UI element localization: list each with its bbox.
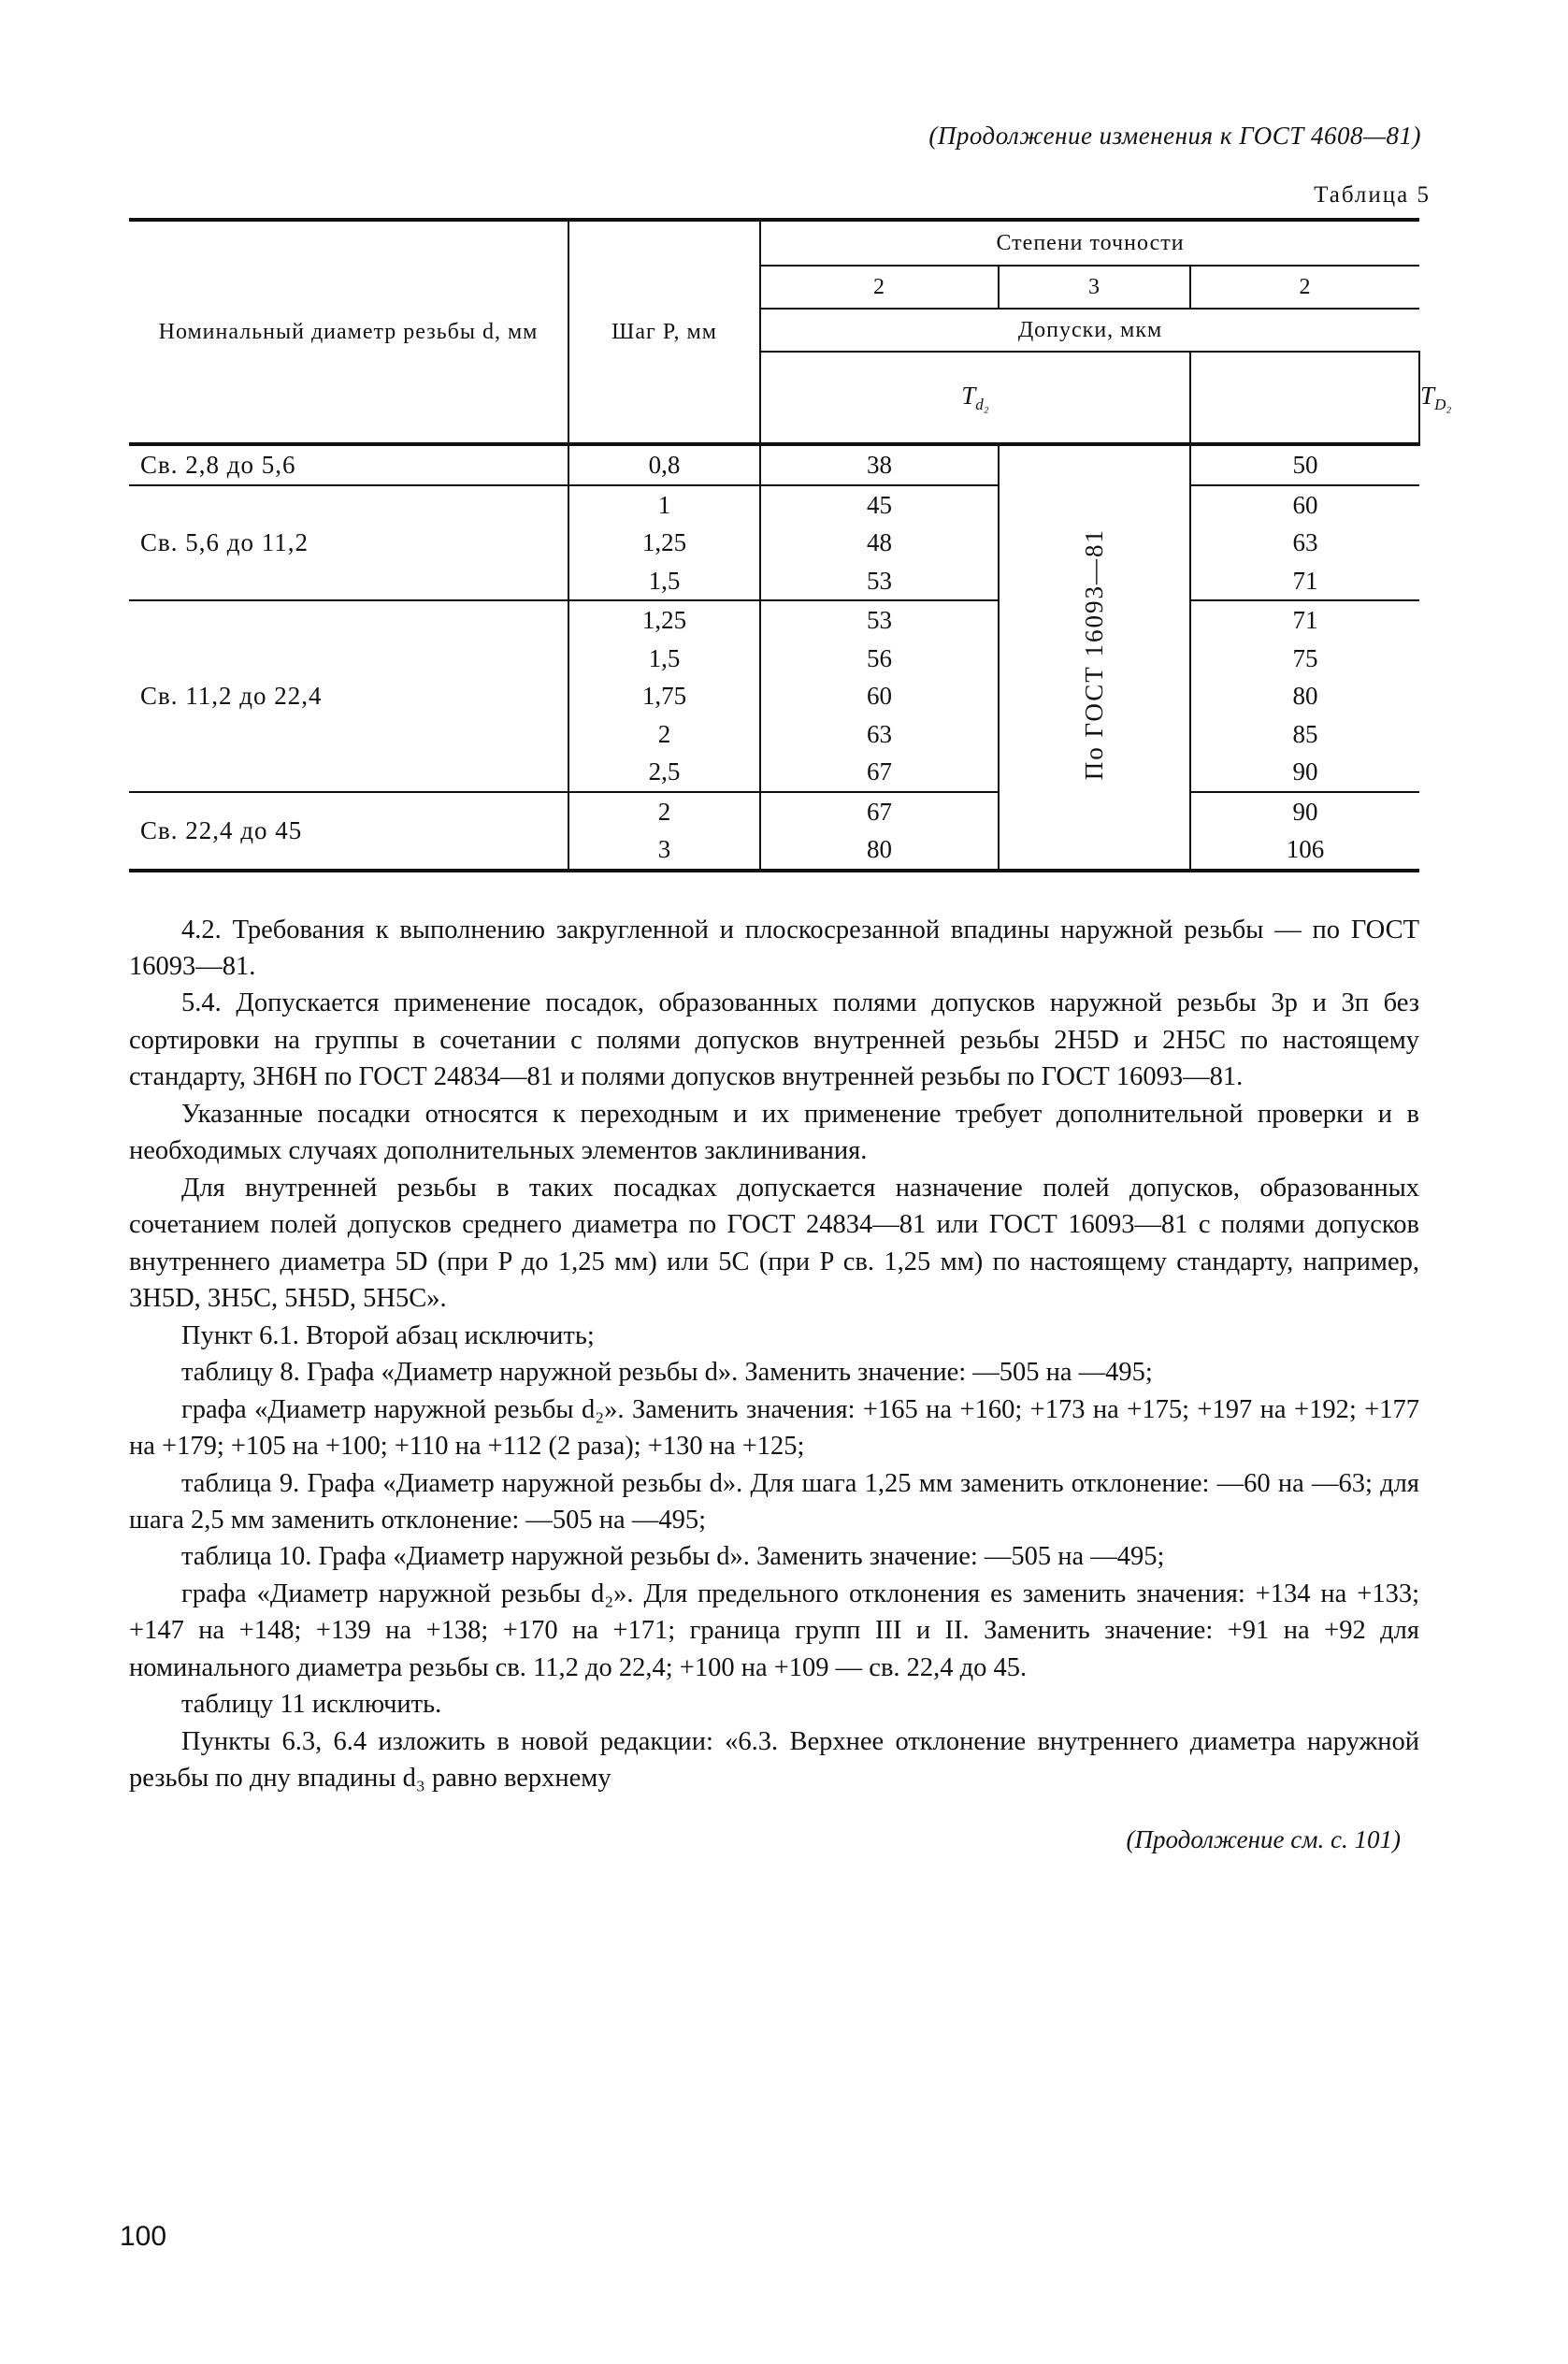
row-td2: 38 (867, 451, 892, 479)
row-pitch: 1,25 (641, 606, 687, 634)
paragraph-table-10-d2: графа «Диаметр наружной резьбы d₂». Для предельного отклонения es заменить значения: +134 на +133; +147 на +148; +139 на +138; +170 на +171; граница групп III и II. Заменить значение: +91 на +92 для номинального диаметра резьбы св. 11,2 до 22,4; +100 на +109 — св. 22,4 до 45. (129, 1578, 1419, 1682)
row-tD2: 106 (1286, 835, 1325, 863)
body-text (129, 912, 1419, 1797)
accuracy-grade-1: 2 (873, 274, 885, 299)
table-row (129, 444, 1419, 485)
row-tD2: 63 (1292, 528, 1318, 556)
table-row (129, 600, 1419, 792)
paragraph-item-6-1: Пункт 6.1. Второй абзац исключить; (181, 1320, 595, 1350)
group-tolerances-label: Допуски, мкм (1017, 317, 1163, 342)
row-tD2: 50 (1292, 451, 1318, 479)
row-nominal: Св. 5,6 до 11,2 (140, 528, 309, 556)
row-td2: 53 (867, 566, 892, 595)
paragraph-internal-thread: Для внутренней резьбы в таких посадках допускается назначение полей допусков, образованных сочетанием полей допусков среднего диаметра по ГОСТ 24834—81 или ГОСТ 16093—81 с полями допусков внутреннего диаметра 5D (при P до 1,25 мм) или 5C (при P св. 1,25 мм) по настоящему стандарту, например, 3H5D, 3H5C, 5H5D, 5H5C». (129, 1173, 1419, 1314)
row-tD2: 90 (1292, 757, 1318, 786)
row-td2: 67 (867, 797, 892, 826)
paragraph-items-6-3-6-4: Пункты 6.3, 6.4 изложить в новой редакции: «6.3. Верхнее отклонение внутреннего диаметра наружной резьбы по дну впадины d₃ равно верхнему (129, 1726, 1419, 1794)
accuracy-grade-2: 3 (1088, 274, 1100, 299)
row-pitch: 1,5 (648, 566, 681, 595)
table-row (129, 485, 1419, 601)
middle-note: По ГОСТ 16093—81 (1080, 527, 1108, 780)
row-tD2: 71 (1292, 606, 1318, 634)
row-pitch: 2 (657, 719, 671, 748)
row-pitch: 1,75 (641, 682, 687, 710)
row-tD2: 71 (1292, 566, 1318, 595)
continuation-footer: (Продолжение см. с. 101) (1126, 1824, 1401, 1853)
table-row (129, 792, 1419, 871)
paragraph-table-8: таблицу 8. Графа «Диаметр наружной резьбы d». Заменить значение: —505 на —495; (181, 1358, 1153, 1388)
col-pitch-label: Шаг P, мм (611, 319, 717, 344)
row-nominal: Св. 22,4 до 45 (140, 815, 303, 844)
paragraph-table-9: таблица 9. Графа «Диаметр наружной резьбы d». Для шага 1,25 мм заменить отклонение: —60 на —63; для шага 2,5 мм заменить отклонение: —505 на —495; (129, 1468, 1419, 1535)
paragraph-5-4: 5.4. Допускается применение посадок, образованных полями допусков наружной резьбы 3р и 3п без сортировки на группы в сочетании с полями допусков внутренней резьбы 2H5D и 2H5C по настоящему стандарту, 3H6H по ГОСТ 24834—81 и полями допусков внутренней резьбы по ГОСТ 16093—81. (129, 988, 1419, 1092)
row-pitch: 1,25 (641, 528, 687, 556)
paragraph-fits-note: Указанные посадки относятся к переходным и их применение требует дополнительной проверки и в необходимых случаях дополнительных элементов заклинивания. (129, 1099, 1419, 1166)
col-nominal-label: Номинальный диаметр резьбы d, мм (158, 319, 539, 344)
row-tD2: 75 (1292, 643, 1318, 672)
row-td2: 48 (867, 528, 892, 556)
row-td2: 45 (867, 490, 892, 519)
row-td2: 53 (867, 606, 892, 634)
paragraph-4-2: 4.2. Требования к выполнению закругленной и плоскосрезанной впадины наружной резьбы — по ГОСТ 16093—81. (129, 915, 1419, 981)
symbol-tD2-sub: D₂ (1434, 396, 1452, 413)
row-td2: 60 (867, 682, 892, 710)
row-pitch: 1 (657, 490, 671, 519)
row-tD2: 90 (1292, 797, 1318, 826)
row-td2: 80 (867, 835, 892, 863)
row-nominal: Св. 11,2 до 22,4 (140, 682, 323, 710)
table-header-row-1 (129, 220, 1419, 266)
row-pitch: 2,5 (648, 757, 681, 786)
paragraph-table-11: таблицу 11 исключить. (181, 1690, 442, 1720)
page-content (129, 122, 1452, 1854)
row-pitch: 0,8 (648, 451, 681, 479)
row-td2: 67 (867, 757, 892, 786)
row-td2: 56 (867, 643, 892, 672)
accuracy-grade-3: 2 (1299, 274, 1312, 299)
row-tD2: 80 (1292, 682, 1318, 710)
symbol-tD2: T (1420, 382, 1435, 410)
tolerance-table (129, 218, 1452, 872)
group-accuracy-label: Степени точности (996, 230, 1185, 255)
row-tD2: 85 (1292, 719, 1318, 748)
page-number: 100 (120, 2221, 167, 2252)
row-nominal: Св. 2,8 до 5,6 (140, 451, 296, 479)
continuation-note: (Продолжение изменения к ГОСТ 4608—81) (928, 122, 1421, 150)
symbol-td2: T (961, 381, 976, 410)
row-pitch: 2 (657, 797, 671, 826)
row-pitch: 3 (657, 835, 671, 863)
row-tD2: 60 (1292, 490, 1318, 519)
table-caption: Таблица 5 (1314, 182, 1431, 208)
paragraph-table-10: таблица 10. Графа «Диаметр наружной резьбы d». Заменить значение: —505 на —495; (181, 1542, 1165, 1572)
paragraph-table-8-d2: графа «Диаметр наружной резьбы d₂». Заменить значения: +165 на +160; +173 на +175; +197 на +192; +177 на +179; +105 на +100; +110 на +112 (2 раза); +130 на +125; (129, 1394, 1419, 1462)
row-td2: 63 (867, 719, 892, 748)
symbol-td2-sub: d₂ (975, 395, 989, 413)
row-pitch: 1,5 (648, 643, 681, 672)
